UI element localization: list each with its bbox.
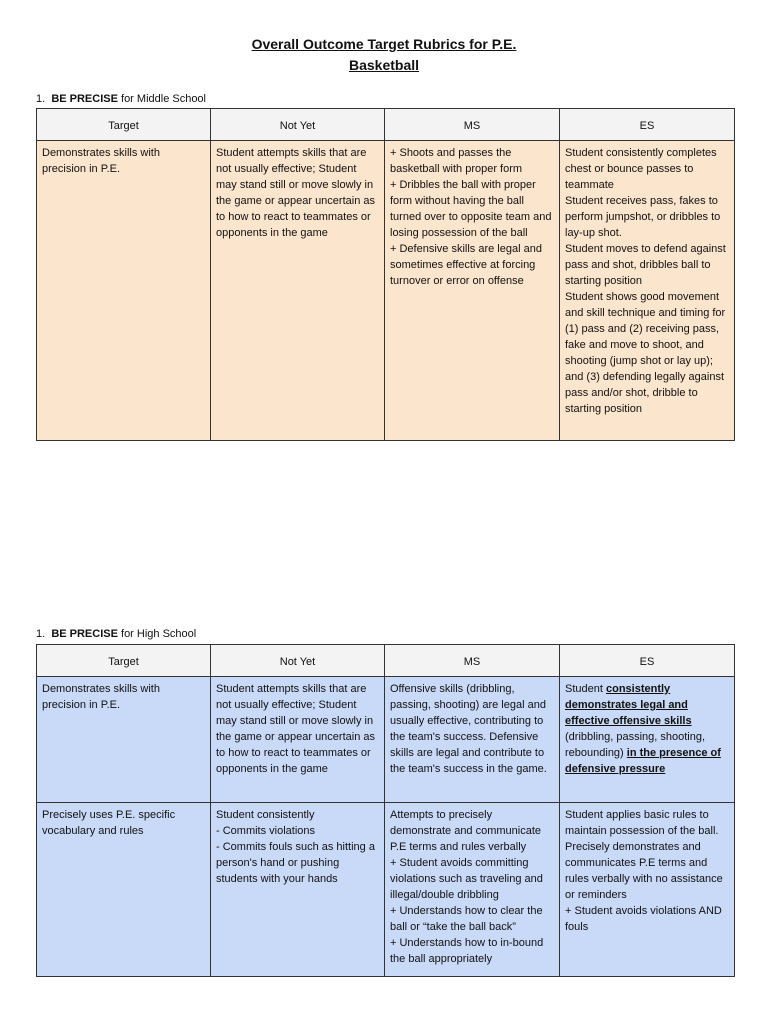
section-number: 1. xyxy=(36,93,46,105)
section-heading-middle-school xyxy=(36,93,206,105)
cell-es xyxy=(560,803,735,977)
cell-line: Student applies basic rules to maintain possession of the ball. Precisely demonstrates and communicates P.E terms and rules verbally with no assistance or reminders xyxy=(565,809,723,901)
cell-not-yet: Student attempts skills that are not usually effective; Student may stand still or move slowly in the game or appear uncertain as to how to react to teammates or opponents in the game xyxy=(211,677,385,803)
cell-es xyxy=(560,677,735,803)
table-row xyxy=(37,803,735,977)
cell-line: + Shoots and passes the basketball with proper form xyxy=(390,147,523,175)
header-es: ES xyxy=(560,109,735,141)
cell-emphasis: consistently demonstrates legal and effective offensive skills xyxy=(565,683,692,727)
section-rest-label: for Middle School xyxy=(117,93,206,105)
section-number: 1. xyxy=(36,628,46,640)
cell-line: + Understands how to clear the ball or “take the ball back” xyxy=(390,905,543,933)
cell-es xyxy=(560,141,735,441)
header-row xyxy=(37,109,735,141)
rubric-table-middle-school xyxy=(36,108,735,441)
cell-emphasis: in the presence of defensive pressure xyxy=(565,747,721,775)
cell-line: + Understands how to in-bound the ball appropriately xyxy=(390,937,544,965)
cell-line: Student consistently xyxy=(216,809,315,821)
header-ms: MS xyxy=(385,645,560,677)
cell-text: (dribbling, passing, shooting, rebounding) xyxy=(565,731,706,759)
cell-not-yet xyxy=(211,803,385,977)
cell-not-yet: Student attempts skills that are not usually effective; Student may stand still or move slowly in the game or appear uncertain as to how to react to teammates or opponents in the game xyxy=(211,141,385,441)
cell-line: + Student avoids committing violations such as traveling and illegal/double dribbling xyxy=(390,857,543,901)
page-title: Overall Outcome Target Rubrics for P.E. xyxy=(251,36,517,52)
section-rest-label: for High School xyxy=(117,628,197,640)
header-not-yet: Not Yet xyxy=(211,645,385,677)
header-not-yet: Not Yet xyxy=(211,109,385,141)
cell-line: + Student avoids violations AND fouls xyxy=(565,905,722,933)
cell-line: - Commits fouls such as hitting a person's hand or pushing students with your hands xyxy=(216,841,375,885)
cell-line: - Commits violations xyxy=(216,825,316,837)
section-bold-label: BE PRECISE xyxy=(51,628,118,640)
header-es: ES xyxy=(560,645,735,677)
page-subtitle: Basketball xyxy=(348,57,420,73)
header-row xyxy=(37,645,735,677)
cell-ms: Offensive skills (dribbling, passing, shooting) are legal and usually effective, contributing to the team's success. Defensive skills are legal and contribute to the team's success in the game. xyxy=(385,677,560,803)
header-target: Target xyxy=(37,109,211,141)
cell-ms xyxy=(385,803,560,977)
cell-line: Student shows good movement and skill technique and timing for (1) pass and (2) receiving pass, fake and move to shoot, and shooting (jump shot or lay up); and (3) defending legally against pass and/or shot, dribble to starting position xyxy=(565,291,726,415)
cell-line: + Dribbles the ball with proper form without having the ball turned over to opposite team and losing possession of the ball xyxy=(390,179,552,239)
cell-ms xyxy=(385,141,560,441)
cell-line: Attempts to precisely demonstrate and communicate P.E terms and rules verbally xyxy=(390,809,542,853)
header-ms: MS xyxy=(385,109,560,141)
cell-line: Student consistently completes chest or bounce passes to teammate xyxy=(565,147,717,191)
cell-line: + Defensive skills are legal and sometimes effective at forcing turnover or error on offense xyxy=(390,243,542,287)
section-heading-high-school xyxy=(36,628,196,640)
cell-target: Precisely uses P.E. specific vocabulary and rules xyxy=(37,803,211,977)
table-row xyxy=(37,141,735,441)
cell-line: Student receives pass, fakes to perform jumpshot, or dribbles to lay-up shot. xyxy=(565,195,721,239)
cell-line: Student moves to defend against pass and shot, dribbles ball to starting position xyxy=(565,243,726,287)
header-target: Target xyxy=(37,645,211,677)
rubric-table-high-school xyxy=(36,644,735,977)
section-bold-label: BE PRECISE xyxy=(51,93,118,105)
cell-target: Demonstrates skills with precision in P.E. xyxy=(37,141,211,441)
cell-text: Student xyxy=(565,683,606,695)
cell-target: Demonstrates skills with precision in P.E. xyxy=(37,677,211,803)
table-row xyxy=(37,677,735,803)
